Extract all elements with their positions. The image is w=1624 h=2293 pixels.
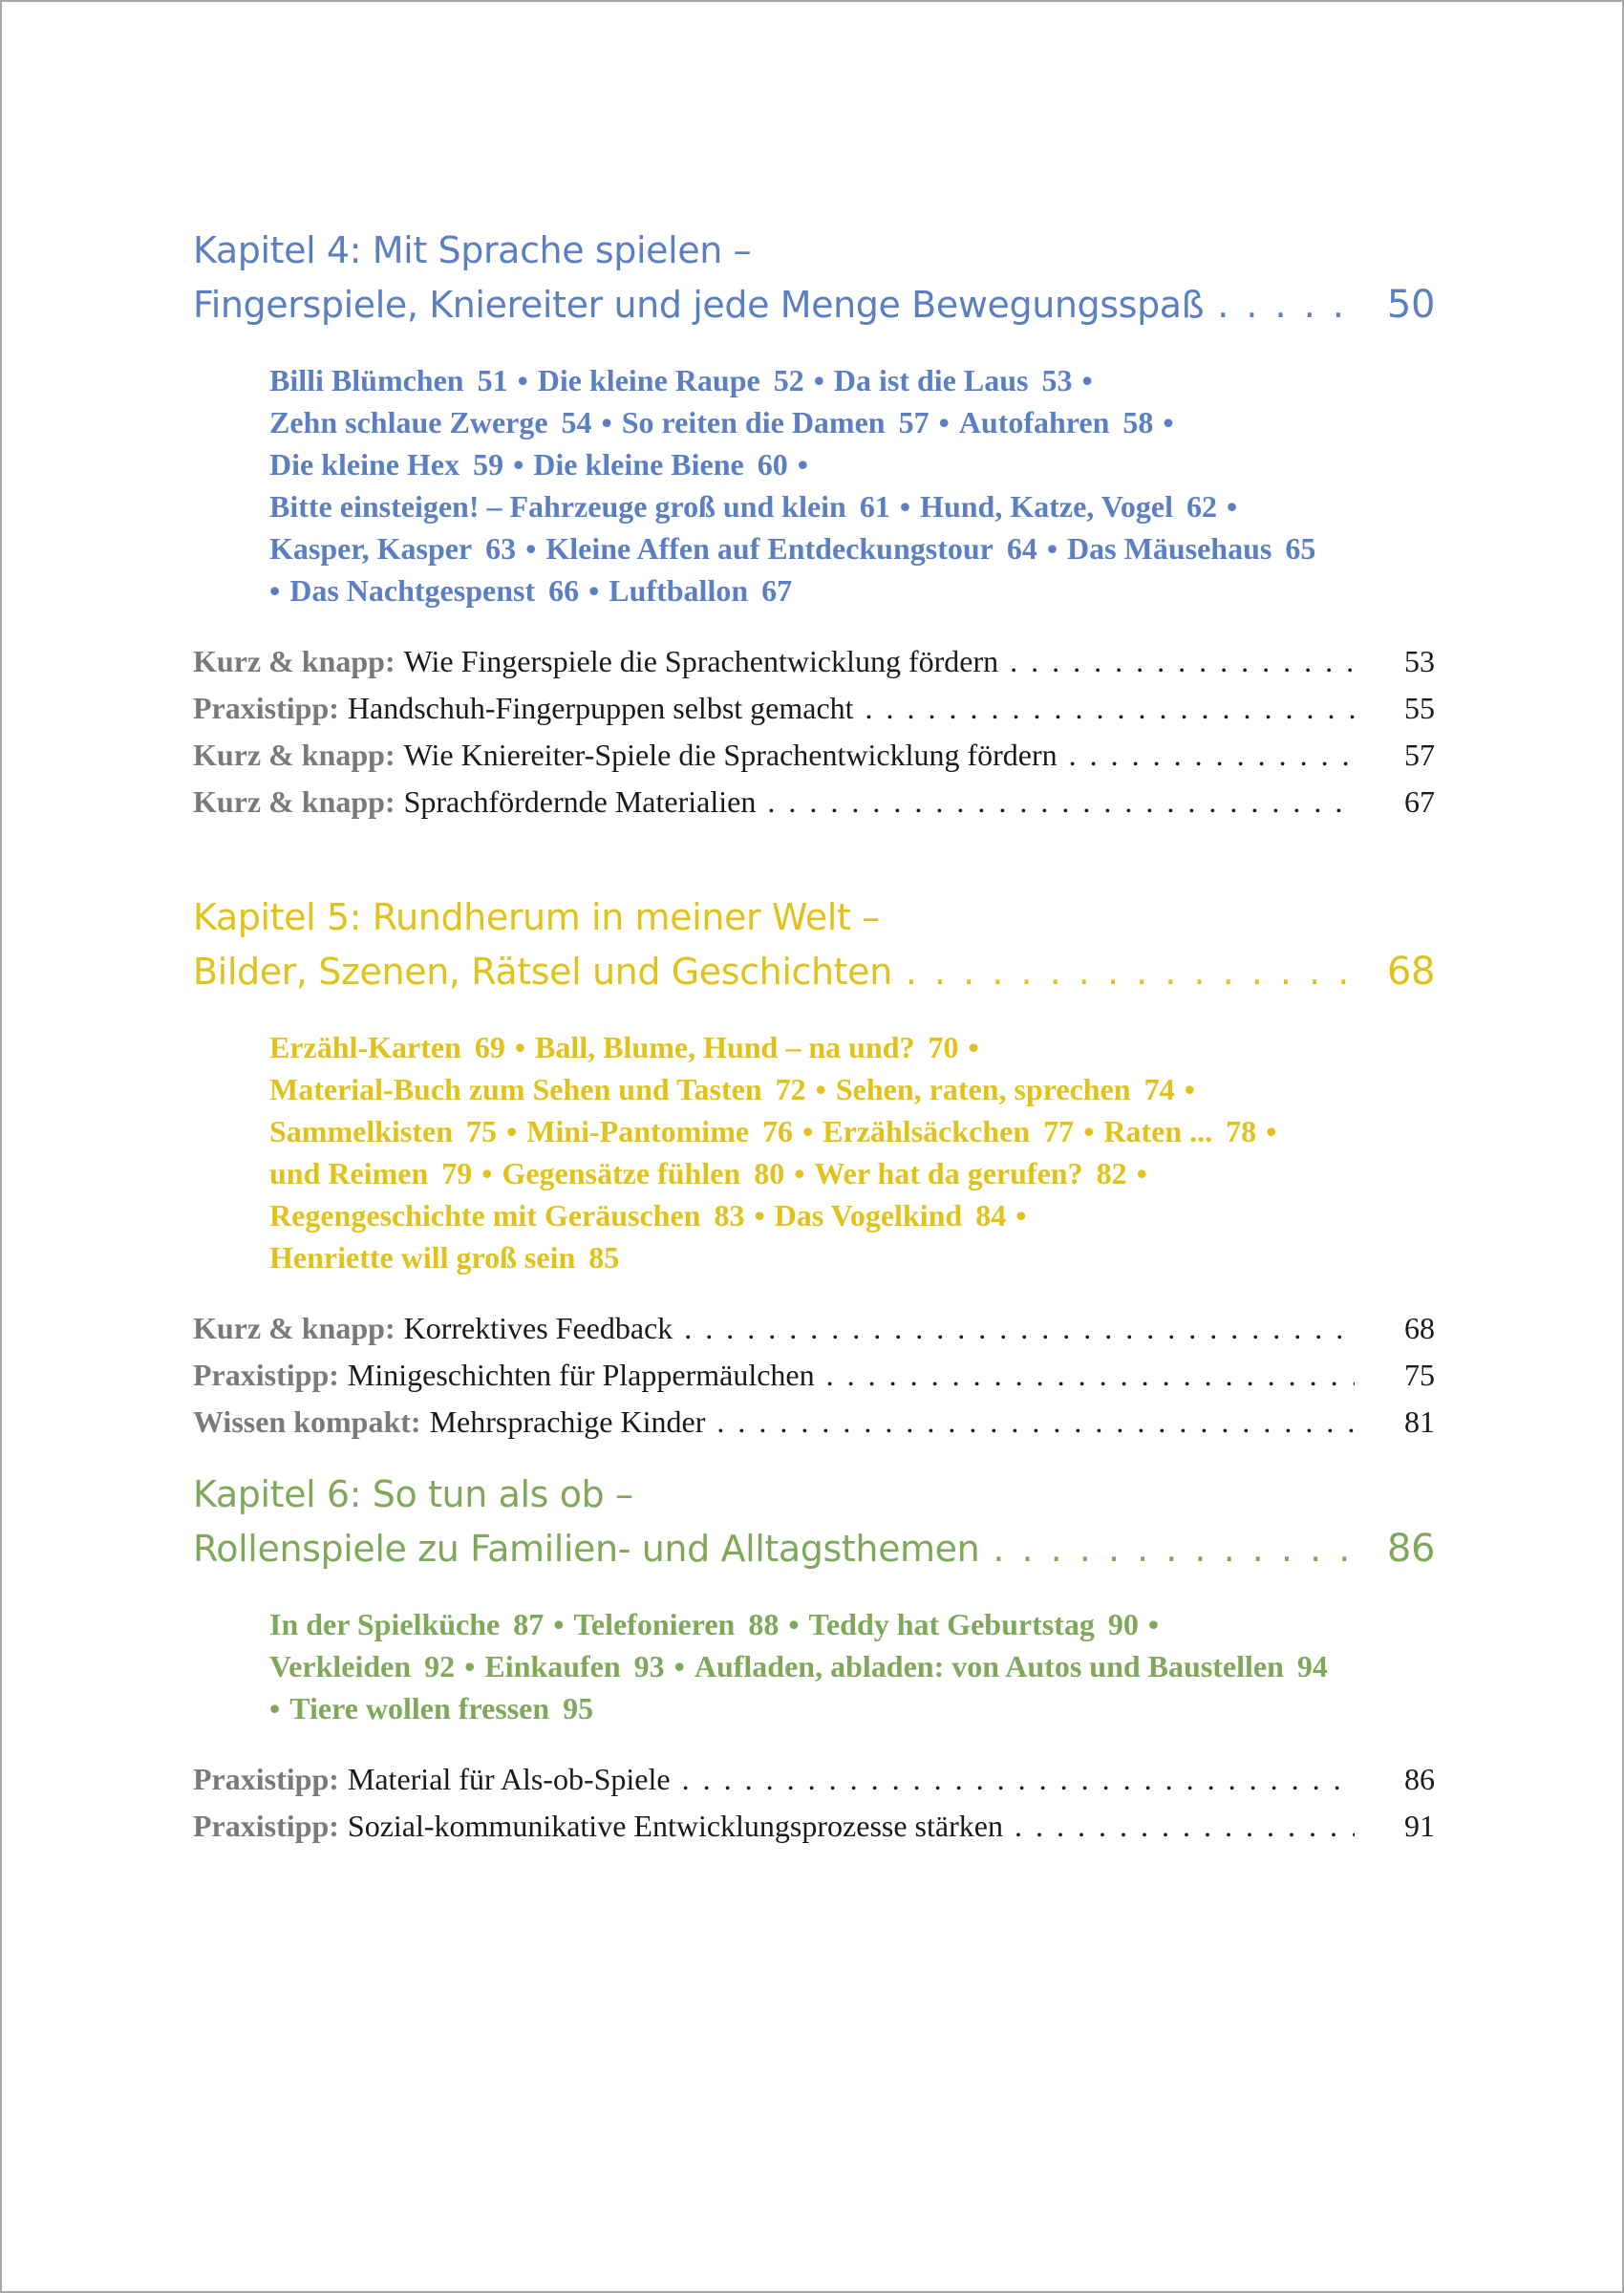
game-item <box>814 1156 1126 1190</box>
game-page-number: 63 <box>485 531 517 566</box>
game-item <box>269 531 516 566</box>
game-page-number: 72 <box>775 1072 806 1106</box>
game-page-number: 60 <box>757 447 788 482</box>
bullet-separator: • <box>518 531 545 566</box>
dot-leader <box>716 1399 1355 1446</box>
toc-entry <box>193 638 1435 685</box>
game-page-number: 85 <box>588 1240 620 1275</box>
bullet-separator: • <box>1218 489 1238 524</box>
game-name: Das Mäusehaus <box>1067 531 1272 566</box>
entry-title: Sozial-kommunikative Entwicklungsprozesse stärken <box>347 1809 1003 1843</box>
bullet-separator: • <box>930 405 957 439</box>
bullet-separator: • <box>499 1114 525 1148</box>
game-page-number: 58 <box>1122 405 1154 439</box>
bullet-separator: • <box>795 1114 822 1148</box>
game-item <box>920 489 1217 524</box>
game-page-number: 69 <box>474 1030 505 1064</box>
entry-title: Wie Kniereiter-Spiele die Sprachentwicklung fördern <box>403 738 1058 772</box>
game-item <box>269 363 508 397</box>
entry-title: Korrektives Feedback <box>403 1311 673 1345</box>
game-item <box>484 1649 664 1683</box>
game-name: Billi Blümchen <box>269 363 464 397</box>
info-entries <box>193 1305 1435 1446</box>
game-name: Luftballon <box>609 573 749 608</box>
dot-leader <box>682 1756 1355 1803</box>
game-name: Verkleiden <box>269 1649 412 1683</box>
entry-label: Kurz & knapp: <box>193 644 395 678</box>
dot-leader <box>906 945 1347 999</box>
bullet-separator: • <box>593 405 620 439</box>
bullet-separator: • <box>1076 1114 1102 1148</box>
game-page-number: 75 <box>466 1114 497 1148</box>
toc-entry <box>193 1399 1435 1446</box>
toc-entry <box>193 1352 1435 1399</box>
entry-page-number: 86 <box>1404 1762 1435 1796</box>
dot-leader <box>1217 278 1347 332</box>
game-name: Kleine Affen auf Entdeckungstour <box>545 531 994 566</box>
bullet-separator: • <box>509 363 536 397</box>
game-name: Wer hat da gerufen? <box>814 1156 1083 1190</box>
bullet-separator: • <box>1258 1114 1277 1148</box>
entry-label: Kurz & knapp: <box>193 1311 395 1345</box>
bullet-separator: • <box>269 573 288 608</box>
game-item <box>269 1240 619 1275</box>
game-item <box>289 1691 593 1725</box>
game-item <box>269 1649 455 1683</box>
bullet-separator: • <box>789 447 808 482</box>
game-page-number: 84 <box>975 1198 1007 1232</box>
bullet-separator: • <box>666 1649 693 1683</box>
bullet-separator: • <box>1008 1198 1027 1232</box>
entry-label: Praxistipp: <box>193 691 339 725</box>
game-page-number: 54 <box>561 405 592 439</box>
entry-label: Praxistipp: <box>193 1762 339 1796</box>
game-name: Material-Buch zum Sehen und Tasten <box>269 1072 762 1106</box>
game-item <box>269 1072 806 1106</box>
bullet-separator: • <box>506 1030 534 1064</box>
info-entries <box>193 1756 1435 1850</box>
bullet-separator: • <box>786 1156 813 1190</box>
bullet-separator: • <box>746 1198 773 1232</box>
info-entries <box>193 638 1435 825</box>
game-name: Hund, Katze, Vogel <box>920 489 1173 524</box>
game-item <box>269 405 592 439</box>
entry-label: Kurz & knapp: <box>193 738 395 772</box>
bullet-separator: • <box>1155 405 1174 439</box>
game-item <box>622 405 930 439</box>
bullet-separator: • <box>474 1156 501 1190</box>
chapter-title-line1: Kapitel 5: Rundherum in meiner Welt – <box>193 896 880 938</box>
chapter-title-line2: Bilder, Szenen, Rätsel und Geschichten <box>193 951 892 993</box>
game-name: Teddy hat Geburtstag <box>808 1607 1095 1641</box>
toc-entry <box>193 1305 1435 1352</box>
game-item <box>823 1114 1074 1148</box>
bullet-separator: • <box>1140 1607 1160 1641</box>
game-name: Einkaufen <box>484 1649 621 1683</box>
bullet-separator: • <box>891 489 919 524</box>
entry-page-number: 81 <box>1404 1404 1435 1439</box>
game-name: Gegensätze fühlen <box>502 1156 741 1190</box>
game-page-number: 65 <box>1285 531 1316 566</box>
chapter-title-line1: Kapitel 6: So tun als ob – <box>193 1473 633 1515</box>
game-name: Kasper, Kasper <box>269 531 473 566</box>
dot-leader <box>993 1522 1347 1576</box>
dot-leader <box>684 1305 1355 1352</box>
game-name: Das Nachtgespenst <box>289 573 536 608</box>
game-item <box>834 363 1073 397</box>
chapter-title <box>193 1468 1435 1576</box>
game-page-number: 66 <box>548 573 580 608</box>
game-page-number: 76 <box>762 1114 794 1148</box>
entry-label: Wissen kompakt: <box>193 1404 421 1439</box>
game-item <box>526 1114 793 1148</box>
chapter-page-number: 86 <box>1386 1527 1435 1571</box>
entry-label: Praxistipp: <box>193 1809 339 1843</box>
game-page-number: 64 <box>1006 531 1037 566</box>
game-page-number: 79 <box>441 1156 473 1190</box>
game-item <box>269 1030 505 1064</box>
game-page-number: 59 <box>473 447 504 482</box>
game-name: Da ist die Laus <box>833 363 1029 397</box>
entry-title: Mehrsprachige Kinder <box>429 1404 706 1439</box>
game-name: Aufladen, abladen: von Autos und Baustellen <box>694 1649 1284 1683</box>
game-name: Sehen, raten, sprechen <box>835 1072 1131 1106</box>
chapter-4-section <box>193 224 1435 825</box>
dot-leader <box>1069 732 1355 779</box>
chapter-6-section <box>193 1468 1435 1850</box>
bullet-separator: • <box>581 573 608 608</box>
game-name: Telefonieren <box>573 1607 736 1641</box>
game-item <box>573 1607 779 1641</box>
game-item <box>545 531 1036 566</box>
entry-page-number: 67 <box>1404 784 1435 819</box>
game-name: Sammelkisten <box>269 1114 453 1148</box>
entry-label: Kurz & knapp: <box>193 784 395 819</box>
game-page-number: 78 <box>1226 1114 1257 1148</box>
game-name: Erzähl-Karten <box>269 1030 461 1064</box>
game-item <box>775 1198 1007 1232</box>
game-name: Raten ... <box>1103 1114 1213 1148</box>
game-name: Das Vogelkind <box>774 1198 963 1232</box>
game-page-number: 90 <box>1107 1607 1139 1641</box>
bullet-separator: • <box>269 1691 288 1725</box>
bullet-separator: • <box>457 1649 483 1683</box>
entry-title: Minigeschichten für Plappermäulchen <box>347 1358 815 1392</box>
game-page-number: 61 <box>859 489 890 524</box>
game-page-number: 80 <box>754 1156 785 1190</box>
toc-entry <box>193 732 1435 779</box>
chapter-page-number: 50 <box>1386 283 1435 327</box>
game-page-number: 82 <box>1096 1156 1127 1190</box>
game-page-number: 52 <box>773 363 804 397</box>
entry-label: Praxistipp: <box>193 1358 339 1392</box>
game-page-number: 74 <box>1143 1072 1175 1106</box>
chapter-5-section <box>193 890 1435 1446</box>
game-name: Autofahren <box>958 405 1110 439</box>
entry-page-number: 91 <box>1404 1809 1435 1843</box>
game-item <box>609 573 792 608</box>
entry-page-number: 53 <box>1404 644 1435 678</box>
game-item <box>533 447 787 482</box>
entry-page-number: 75 <box>1404 1358 1435 1392</box>
game-item <box>1067 531 1315 566</box>
game-page-number: 88 <box>748 1607 780 1641</box>
toc-entry <box>193 685 1435 732</box>
game-item <box>535 1030 958 1064</box>
game-item <box>1103 1114 1256 1148</box>
game-page-number: 87 <box>513 1607 545 1641</box>
game-name: So reiten die Damen <box>621 405 886 439</box>
chapter-title-line2: Fingerspiele, Kniereiter und jede Menge Bewegungsspaß <box>193 284 1205 326</box>
game-item <box>289 573 579 608</box>
game-page-number: 83 <box>714 1198 745 1232</box>
bullet-separator: • <box>1038 531 1066 566</box>
game-item <box>959 405 1154 439</box>
game-name: Die kleine Raupe <box>537 363 760 397</box>
game-page-number: 53 <box>1041 363 1073 397</box>
bullet-separator: • <box>960 1030 979 1064</box>
game-page-number: 51 <box>477 363 508 397</box>
game-page-number: 93 <box>633 1649 665 1683</box>
games-list <box>269 359 1330 611</box>
game-name: Mini-Pantomime <box>526 1114 750 1148</box>
game-name: Regengeschichte mit Geräuschen <box>269 1198 701 1232</box>
game-page-number: 94 <box>1296 1649 1328 1683</box>
game-item <box>269 1114 497 1148</box>
bullet-separator: • <box>1128 1156 1147 1190</box>
entry-title: Handschuh-Fingerpuppen selbst gemacht <box>347 691 854 725</box>
game-item <box>836 1072 1175 1106</box>
entry-title: Wie Fingerspiele die Sprachentwicklung fördern <box>403 644 999 678</box>
game-page-number: 95 <box>563 1691 594 1725</box>
bullet-separator: • <box>780 1607 807 1641</box>
game-page-number: 57 <box>898 405 930 439</box>
chapter-title-line2: Rollenspiele zu Familien- und Alltagsthemen <box>193 1528 980 1570</box>
game-item <box>269 489 890 524</box>
game-name: Zehn schlaue Zwerge <box>269 405 548 439</box>
game-page-number: 92 <box>424 1649 456 1683</box>
game-item <box>269 1156 472 1190</box>
entry-title: Sprachfördernde Materialien <box>403 784 757 819</box>
game-page-number: 70 <box>928 1030 959 1064</box>
chapter-title <box>193 890 1435 999</box>
game-item <box>269 1607 544 1641</box>
bullet-separator: • <box>505 447 532 482</box>
games-list <box>269 1026 1330 1278</box>
dot-leader <box>826 1352 1355 1399</box>
toc-entry <box>193 779 1435 825</box>
entry-page-number: 68 <box>1404 1311 1435 1345</box>
game-name: Ball, Blume, Hund – na und? <box>535 1030 915 1064</box>
game-item <box>694 1649 1328 1683</box>
dot-leader <box>1015 1803 1355 1850</box>
entry-title: Material für Als-ob-Spiele <box>347 1762 671 1796</box>
game-name: In der Spielküche <box>269 1607 501 1641</box>
game-page-number: 77 <box>1043 1114 1075 1148</box>
game-page-number: 67 <box>761 573 793 608</box>
chapter-title <box>193 224 1435 332</box>
game-name: Erzählsäckchen <box>823 1114 1031 1148</box>
game-item <box>502 1156 784 1190</box>
game-name: Die kleine Hex <box>269 447 460 482</box>
game-name: und Reimen <box>269 1156 429 1190</box>
bullet-separator: • <box>1176 1072 1195 1106</box>
bullet-separator: • <box>1074 363 1093 397</box>
dot-leader <box>767 779 1355 825</box>
entry-page-number: 57 <box>1404 738 1435 772</box>
chapter-page-number: 68 <box>1386 950 1435 994</box>
dot-leader <box>865 685 1355 732</box>
toc-entry <box>193 1756 1435 1803</box>
game-name: Die kleine Biene <box>533 447 744 482</box>
game-item <box>538 363 804 397</box>
game-item <box>269 1198 744 1232</box>
game-page-number: 62 <box>1186 489 1217 524</box>
chapter-title-line1: Kapitel 4: Mit Sprache spielen – <box>193 229 752 271</box>
game-item <box>809 1607 1139 1641</box>
game-name: Bitte einsteigen! – Fahrzeuge groß und klein <box>269 489 846 524</box>
dot-leader <box>1010 638 1355 685</box>
game-name: Henriette will groß sein <box>269 1240 576 1275</box>
entry-page-number: 55 <box>1404 691 1435 725</box>
bullet-separator: • <box>545 1607 572 1641</box>
game-item <box>269 447 503 482</box>
toc-entry <box>193 1803 1435 1850</box>
game-name: Tiere wollen fressen <box>289 1691 550 1725</box>
bullet-separator: • <box>807 1072 834 1106</box>
games-list <box>269 1603 1330 1729</box>
bullet-separator: • <box>805 363 832 397</box>
